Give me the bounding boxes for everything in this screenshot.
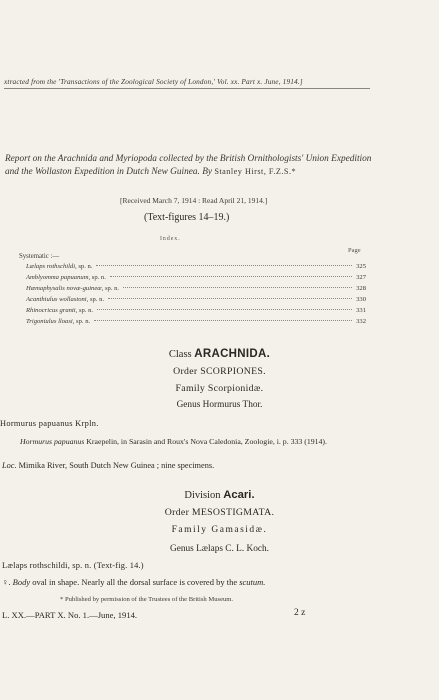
species-heading: Hormurus papuanus Krpln. — [0, 419, 99, 428]
index-entry-name: Rhinocricus granti — [26, 307, 76, 314]
class-heading — [0, 348, 439, 360]
genus-heading: Genus Hormurus Thor. — [176, 400, 263, 410]
index-leader — [108, 298, 352, 299]
genus-heading-2: Genus Lælaps C. L. Koch. — [170, 544, 269, 554]
synonymy-reference — [20, 436, 375, 447]
index-page-heading: Page — [348, 247, 361, 254]
index-entry — [26, 274, 366, 281]
description-paragraph — [2, 577, 265, 587]
scutum-word: scutum. — [239, 577, 266, 587]
locality-label: Loc. — [2, 461, 17, 470]
index-entry-suffix: , sp. n. — [72, 318, 91, 325]
division-heading — [0, 489, 439, 501]
index-entry-name: Hæmaphysalis novæ-guineæ — [26, 285, 102, 292]
index-entry — [26, 285, 366, 292]
family-heading-2: Family Gamasidæ. — [171, 525, 268, 535]
description-text: oval in shape. Nearly all the dorsal surface is covered by the — [32, 577, 238, 587]
volume-footer: L. XX.—PART X. No. 1.—June, 1914. — [2, 610, 138, 620]
index-entry-page: 330 — [356, 296, 366, 303]
article-title — [5, 153, 373, 178]
index-entry-name: Trigoniulus lloasi — [26, 318, 73, 325]
author-name: Stanley Hirst, F.Z.S.* — [214, 166, 297, 176]
title-text: Report on the Arachnida and Myriopoda collected by the British Ornithologists' Union Expedition and the Wollaston Expedition in Dutch New Guinea. — [5, 154, 372, 177]
text-figures-note: (Text-figures 14–19.) — [144, 212, 230, 223]
species-heading-2: Lælaps rothschildi, sp. n. (Text-fig. 14.) — [2, 561, 144, 570]
sex-symbol: ♀. — [2, 577, 11, 587]
index-entry — [26, 296, 366, 303]
index-entry-page: 328 — [356, 285, 366, 292]
index-entry-name: Lælaps rothschildi — [26, 263, 76, 270]
index-heading: Index. — [160, 236, 181, 242]
index-entry-name: Acanthiulus wollastoni — [26, 296, 87, 303]
signature-mark: 2 z — [294, 608, 306, 618]
locality-line — [2, 461, 214, 470]
synonym-citation: Kraepelin, in Sarasin and Roux's Nova Caledonia, Zoologie, i. p. 333 (1914). — [86, 437, 327, 446]
index-entry — [26, 307, 366, 314]
index-leader — [96, 265, 352, 266]
received-date: [Received March 7, 1914 : Read April 21, 1914.] — [120, 196, 268, 205]
class-name: ARACHNIDA. — [194, 348, 271, 360]
order-heading-2: Order MESOSTIGMATA. — [164, 507, 275, 518]
index-entry-suffix: , sp. n. — [88, 274, 106, 281]
index-entry-suffix: , sp. n. — [75, 263, 93, 270]
index-entry-suffix: , sp. n. — [75, 307, 94, 314]
index-leader — [123, 287, 352, 288]
order-heading: Order SCORPIONES. — [173, 366, 266, 377]
index-entry-page: 325 — [356, 263, 366, 270]
index-systematic-label: Systematic :— — [19, 253, 60, 260]
index-leader — [97, 309, 352, 310]
index-entry — [26, 318, 366, 325]
division-prefix: Division — [184, 490, 221, 501]
header-rule — [4, 88, 370, 89]
extract-header: xtracted from the 'Transactions of the Zoological Society of London,' Vol. xx. Part x. June, 1914.] — [4, 77, 303, 86]
index-entry-page: 332 — [356, 318, 366, 325]
family-heading: Family Scorpionidæ. — [175, 383, 264, 394]
index-entry-page: 331 — [356, 307, 366, 314]
index-entry-page: 327 — [356, 274, 366, 281]
index-entry-name: Amblyomma papuanum — [26, 274, 89, 281]
index-leader — [110, 276, 352, 277]
body-word: Body — [12, 577, 31, 587]
index-entry-suffix: , sp. n. — [86, 296, 105, 303]
synonym-name: Hormurus papuanus — [20, 437, 85, 446]
class-prefix: Class — [168, 349, 192, 360]
division-name: Acari. — [223, 489, 255, 501]
footnote: * Published by permission of the Trustees of the British Museum. — [60, 596, 234, 603]
locality-text: Mimika River, South Dutch New Guinea ; nine specimens. — [18, 461, 215, 470]
index-entry — [26, 263, 366, 270]
title-by: By — [202, 166, 213, 177]
index-leader — [94, 320, 352, 321]
index-entry-suffix: , sp. n. — [101, 285, 120, 292]
